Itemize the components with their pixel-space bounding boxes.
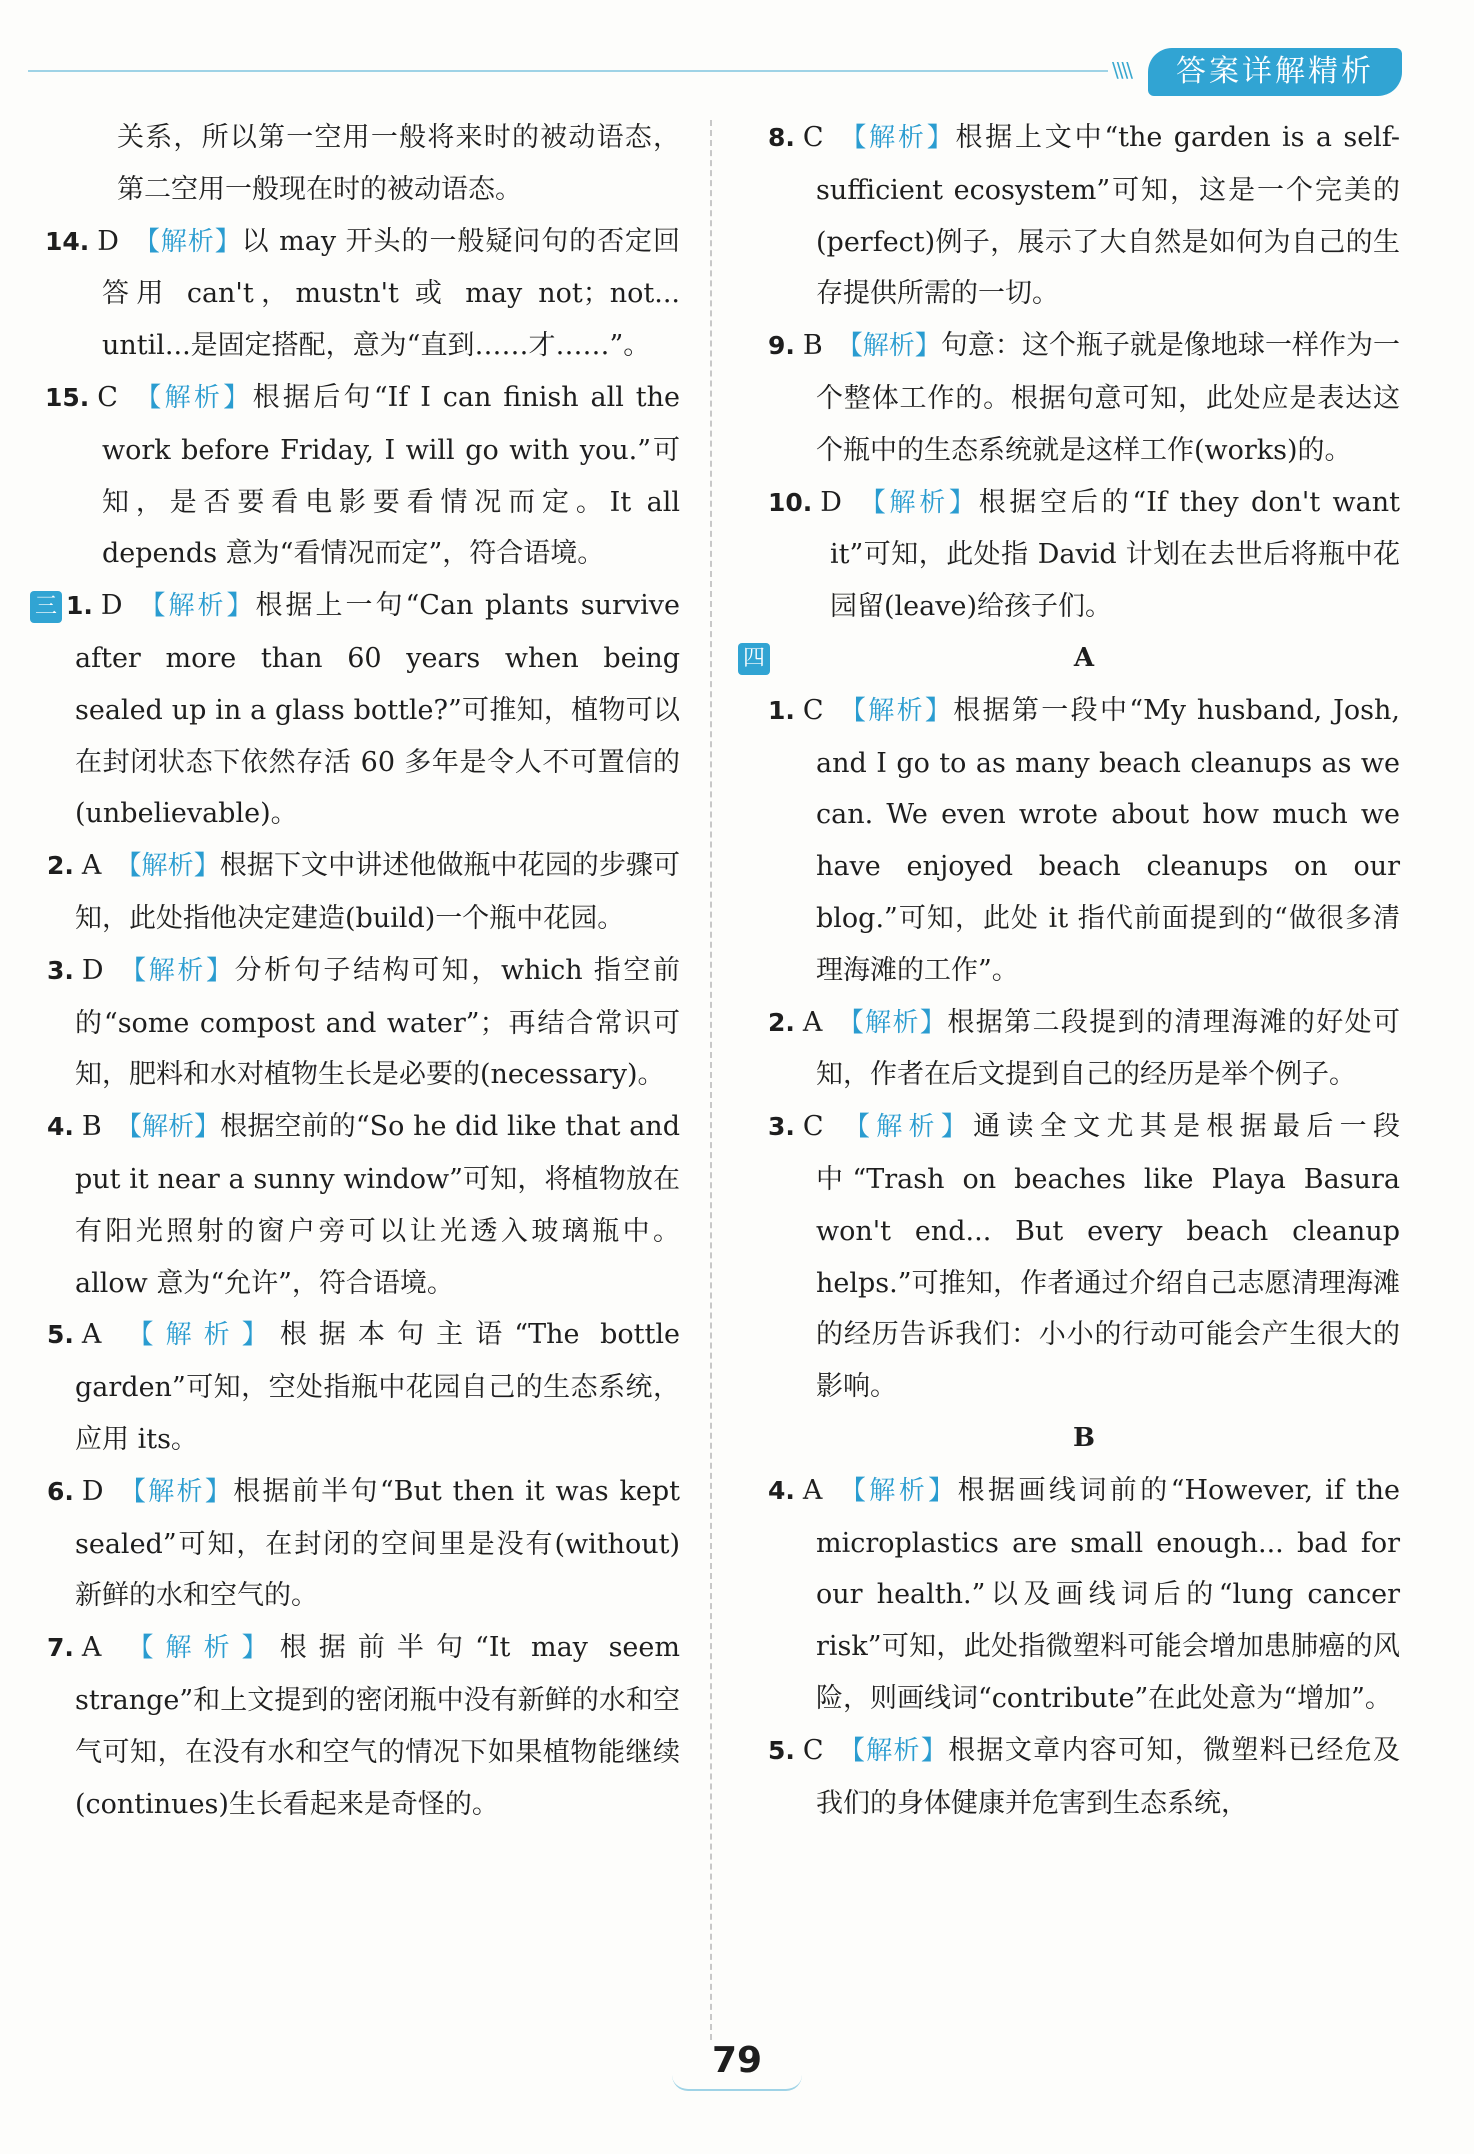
answer-letter: A (802, 1006, 823, 1038)
item-number: 10. (768, 487, 813, 517)
item-number: 2. (768, 1007, 795, 1037)
passage-heading: A (1073, 642, 1095, 673)
item-number: 8. (768, 123, 795, 152)
answer-letter: D (820, 486, 842, 518)
list-item (768, 1465, 1400, 1725)
item-number: 5. (47, 1320, 74, 1350)
header-rule (28, 70, 1108, 72)
analysis-tag: 【解析】 (136, 591, 256, 622)
list-item (768, 477, 1400, 633)
list-item (30, 945, 680, 1101)
item-text: 根据文章内容可知，微塑料已经危及我们的身体健康并危害到生态系统， (816, 1734, 1400, 1819)
answer-letter: D (100, 590, 123, 622)
list-item (768, 1101, 1400, 1413)
analysis-tag: 【解析】 (115, 851, 220, 882)
item-number: 6. (47, 1476, 74, 1506)
answer-letter: C (802, 1111, 824, 1143)
item-number: 7. (47, 1633, 74, 1663)
page-number-decoration (672, 2075, 802, 2091)
analysis-tag: 【解析】 (836, 1475, 958, 1506)
section-badge: 三 (30, 591, 62, 623)
item-number: 1. (66, 591, 93, 621)
answer-letter: D (81, 1475, 104, 1507)
answer-letter: B (802, 330, 823, 362)
analysis-tag: 【解析】 (117, 955, 235, 986)
analysis-tag: 【解析】 (836, 1007, 948, 1038)
answer-letter: A (81, 850, 102, 882)
analysis-tag: 【解析】 (837, 123, 956, 153)
list-item (30, 580, 680, 840)
item-text: 根据后句“If I can finish all the work before Friday, I will go with you.”可知，是否要看电影要看情况而定。It all depends 意为“看情况而定”，符合语境。 (102, 381, 680, 570)
item-text: 句意：这个瓶子就是像地球一样作为一个整体工作的。根据句意可知，此处应是表达这个瓶中的生态系统就是这样工作(works)的。 (816, 330, 1400, 466)
answer-letter: C (97, 381, 118, 413)
item-number: 15. (45, 382, 90, 412)
list-item (30, 1622, 680, 1830)
item-text: 根据下文中讲述他做瓶中花园的步骤可知，此处指他决定建造(build)一个瓶中花园。 (75, 850, 680, 934)
item-text: 根据第二段提到的清理海滩的好处可知，作者在后文提到自己的经历是举个例子。 (816, 1006, 1400, 1091)
list-item (30, 1466, 680, 1622)
header-decoration: \\\\ (1112, 58, 1131, 82)
list-item (768, 685, 1400, 997)
item-text: 根据画线词前的“However, if the microplastics are small enough... bad for our health.”以及画线词后的“lung cancer risk”可知，此处指微塑料可能会增加患肺癌的风险，则画线词“contribute”在此处意为“增加”。 (816, 1474, 1400, 1714)
list-item (30, 840, 680, 945)
list-item (30, 372, 680, 580)
analysis-tag: 【解析】 (837, 695, 954, 726)
answer-letter: D (81, 954, 104, 986)
analysis-tag: 【解析】 (855, 487, 979, 518)
list-item (30, 1101, 680, 1309)
item-text: 通读全文尤其是根据最后一段中“Trash on beaches like Playa Basura won't end... But every beach cleanup helps.”可推知，作者通过介绍自己志愿清理海滩的经历告诉我们：小小的行动可能会产生很大的影响。 (816, 1111, 1400, 1403)
item-number: 9. (768, 331, 795, 361)
list-item (768, 112, 1400, 320)
analysis-tag: 【解析】 (115, 1633, 280, 1664)
item-text: 关系，所以第一空用一般将来时的被动语态，第二空用一般现在时的被动语态。 (117, 122, 680, 205)
list-item (768, 320, 1400, 476)
list-item (768, 1725, 1400, 1830)
analysis-tag: 【解析】 (836, 331, 941, 362)
item-text: 根据上文中“the garden is a self-sufficient ecosystem”可知，这是一个完美的(perfect)例子，展示了大自然是如何为自己的生存提供所需的一切。 (816, 122, 1400, 310)
answer-letter: C (802, 122, 824, 153)
analysis-tag: 【解析】 (837, 1735, 949, 1766)
page-number: 79 (711, 2040, 763, 2081)
item-text: 以 may 开头的一般疑问句的否定回答用 can't，mustn't 或 may not；not... until...是固定搭配，意为“直到……才……”。 (102, 225, 680, 362)
item-number: 3. (47, 955, 74, 985)
right-column (742, 112, 1400, 1829)
answer-letter: D (97, 225, 119, 257)
analysis-tag: 【解析】 (115, 1320, 280, 1351)
list-item (30, 216, 680, 372)
item-number: 5. (768, 1735, 795, 1765)
item-number: 2. (47, 851, 74, 881)
analysis-tag: 【解析】 (115, 1112, 221, 1143)
item-number: 14. (45, 226, 90, 256)
item-number: 1. (768, 695, 795, 725)
column-divider (710, 120, 712, 2040)
analysis-tag: 【解析】 (117, 1476, 234, 1507)
item-number: 3. (768, 1112, 795, 1142)
section-badge: 四 (738, 643, 770, 675)
item-text: 分析句子结构可知，which 指空前的“some compost and water”；再结合常识可知，肥料和水对植物生长是必要的(necessary)。 (75, 954, 680, 1091)
answer-letter: A (81, 1632, 102, 1664)
answer-letter: A (802, 1474, 823, 1506)
list-item (30, 1309, 680, 1465)
item-text: 根据第一段中“My husband, Josh, and I go to as many beach cleanups as we can. We even wrote about how much we have enjoyed beach cleanups on our blog.”可知，此处 it 指代前面提到的“做很多清理海滩的工作”。 (816, 694, 1400, 986)
answer-letter: C (802, 1734, 824, 1766)
item-text: 根据空前的“So he did like that and put it near a sunny window”可知，将植物放在有阳光照射的窗户旁可以让光透入玻璃瓶中。allow 意为“允许”，符合语境。 (75, 1111, 680, 1299)
passage-heading: B (1073, 1422, 1095, 1453)
answer-letter: B (81, 1111, 102, 1143)
item-text: 根据本句主语“The bottle garden”可知，空处指瓶中花园自己的生态系统，应用 its。 (75, 1319, 680, 1455)
item-text: 根据上一句“Can plants survive after more than 60 years when being sealed up in a glass bottle?”可推知，植物可以在封闭状态下依然存活 60 多年是令人不可置信的(unbelievable)。 (75, 590, 680, 830)
section-heading-row (742, 633, 1400, 685)
list-item (768, 997, 1400, 1102)
item-number: 4. (768, 1475, 795, 1505)
answer-letter: A (81, 1319, 102, 1351)
list-item (30, 112, 680, 216)
item-text: 根据前半句“But then it was kept sealed”可知，在封闭的空间里是没有(without)新鲜的水和空气的。 (75, 1475, 680, 1612)
item-text: 根据前半句“It may seem strange”和上文提到的密闭瓶中没有新鲜的水和空气可知，在没有水和空气的情况下如果植物能继续(continues)生长看起来是奇怪的。 (75, 1632, 680, 1820)
item-text: 根据空后的“If they don't want it”可知，此处指 David 计划在去世后将瓶中花园留(leave)给孩子们。 (830, 486, 1400, 623)
analysis-tag: 【解析】 (131, 382, 253, 413)
left-column (30, 112, 680, 1830)
analysis-tag: 【解析】 (837, 1112, 974, 1143)
header-badge: 答案详解精析 (1148, 48, 1402, 96)
answer-letter: C (802, 694, 824, 726)
item-number: 4. (47, 1112, 74, 1142)
analysis-tag: 【解析】 (132, 226, 242, 257)
